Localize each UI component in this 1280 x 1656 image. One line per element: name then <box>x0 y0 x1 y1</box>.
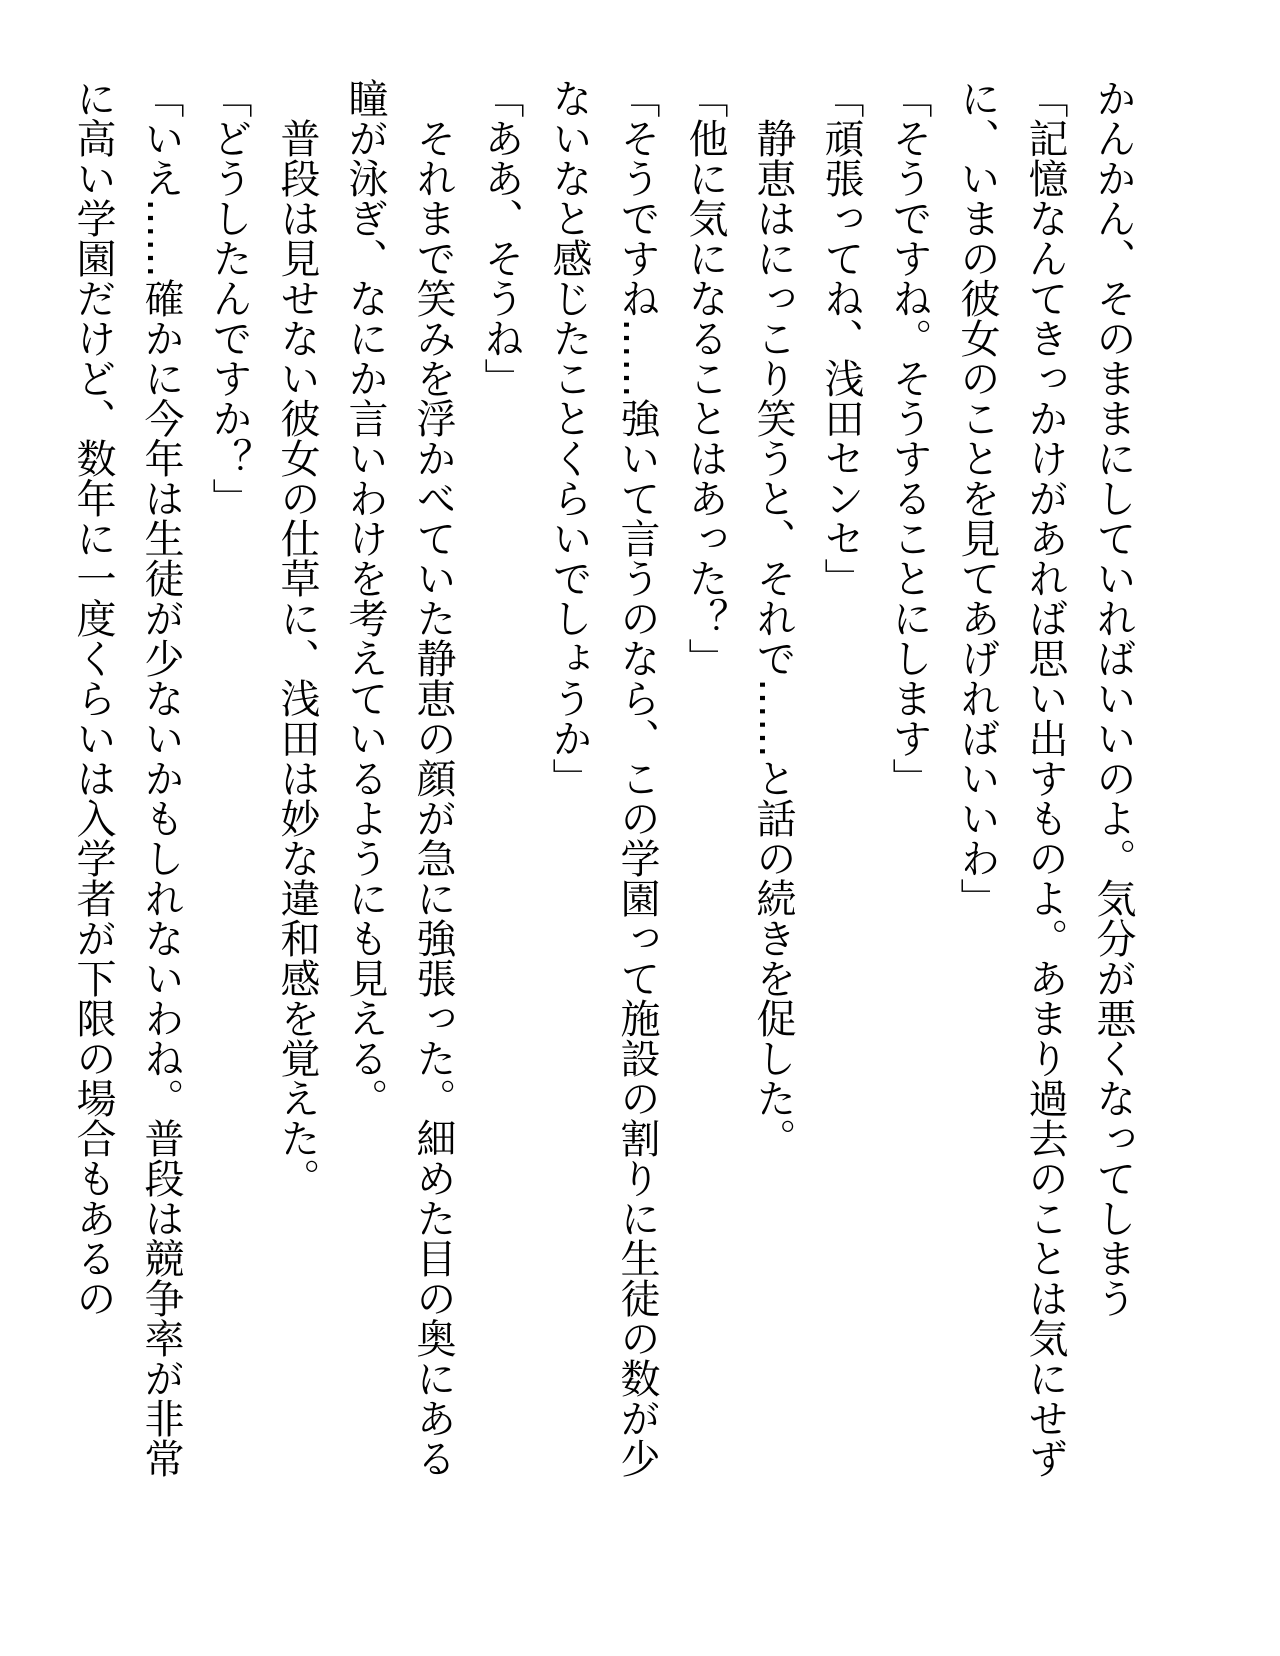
text-line: 「頑張ってね、浅田センセ」 <box>818 78 864 598</box>
text-line: 「記憶なんてきっかけがあれば思い出すものよ。あまり過去のことは気にせず <box>1022 78 1068 1478</box>
text-line: ないなと感じたことくらいでしょうか」 <box>546 78 592 798</box>
text-line-clipped: かんかん、そのままにしていればいいのよ。気分が悪くなってしまう <box>1090 78 1136 1318</box>
text-line: 普段は見せない彼女の仕草に、浅田は妙な違和感を覚えた。 <box>274 78 320 1198</box>
vertical-text-body <box>70 0 1136 1656</box>
text-line: 「どうしたんですか？」 <box>206 78 252 518</box>
text-line: 静恵はにっこり笑うと、それで……と話の続きを促した。 <box>750 78 796 1158</box>
text-line: それまで笑みを浮かべていた静恵の顔が急に強張った。細めた目の奥にある <box>410 78 456 1478</box>
text-line: 「ああ、そうね」 <box>478 78 524 398</box>
text-line: 「そうですね……強いて言うのなら、この学園って施設の割りに生徒の数が少 <box>614 78 660 1478</box>
text-line: に、いまの彼女のことを見てあげればいいわ」 <box>954 78 1000 918</box>
text-line: 「他に気になることはあった？」 <box>682 78 728 678</box>
text-line: 「そうですね。そうすることにします」 <box>886 78 932 798</box>
text-line: 「いえ……確かに今年は生徒が少ないかもしれないわね。普段は競争率が非常 <box>138 78 184 1478</box>
text-line: 瞳が泳ぎ、なにか言いわけを考えているようにも見える。 <box>342 78 388 1118</box>
text-line-clipped: に高い学園だけど、数年に一度くらいは入学者が下限の場合もあるの <box>70 78 116 1318</box>
